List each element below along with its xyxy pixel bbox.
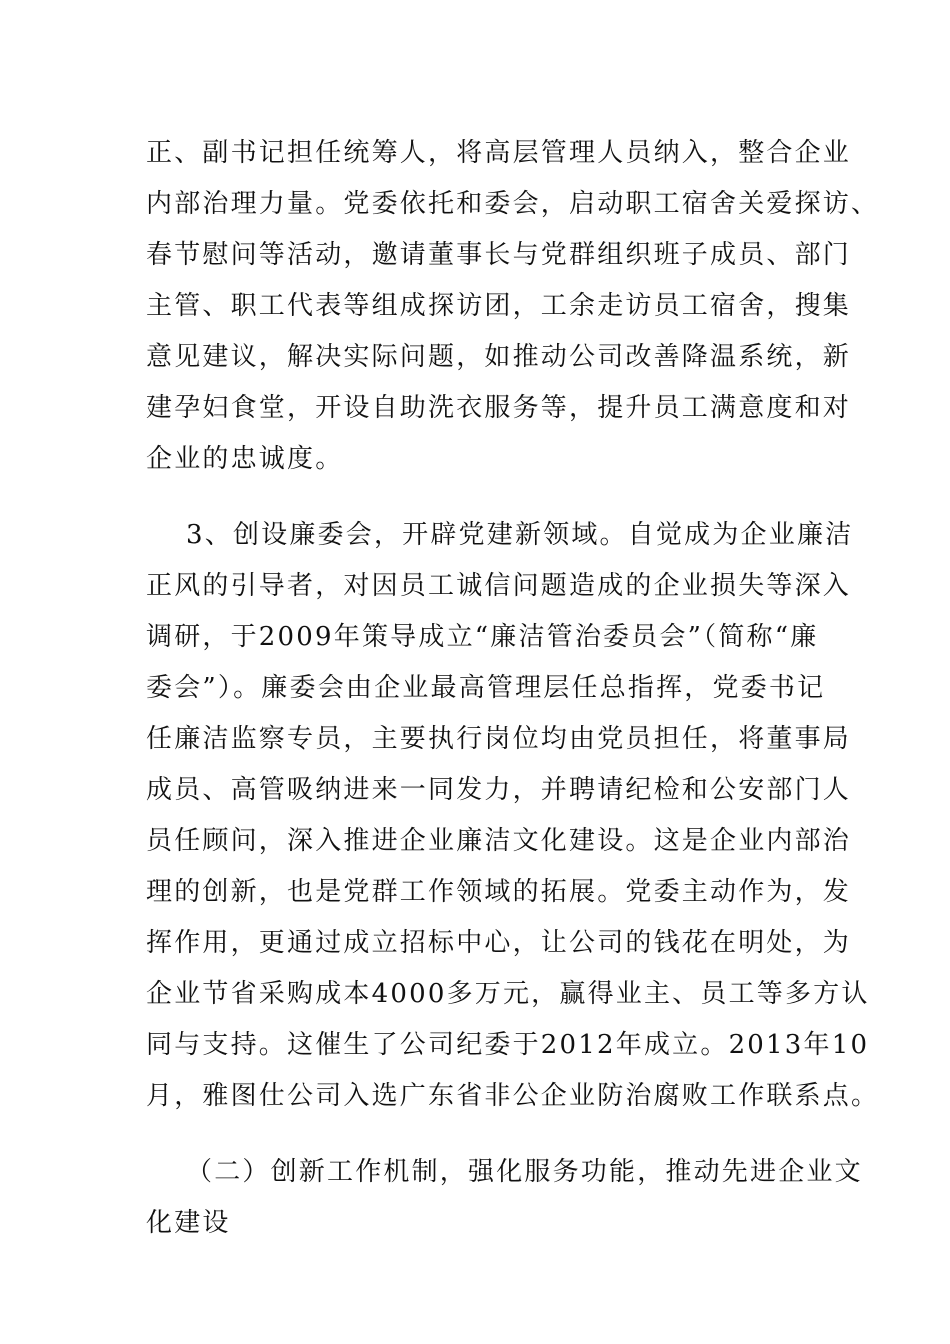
paragraph-line: 内部治理力量。党委依托和委会，启动职工宿舍关爱探访、: [146, 189, 880, 219]
paragraph-line: 任廉洁监察专员，主要执行岗位均由党员担任，将董事局: [146, 724, 852, 754]
paragraph-line: 月，雅图仕公司入选广东省非公企业防治腐败工作联系点。: [146, 1081, 880, 1111]
paragraph-line: 正风的引导者，对因员工诚信问题造成的企业损失等深入: [146, 571, 852, 601]
paragraph-line: 理的创新，也是党群工作领域的拓展。党委主动作为，发: [146, 877, 852, 907]
paragraph-1: [146, 128, 880, 485]
heading-line: 化建设: [146, 1208, 231, 1238]
paragraph-line: 企业的忠诚度。: [146, 444, 344, 474]
paragraph-line: 调研，于2009年策导成立“廉洁管治委员会”（简称“廉: [146, 622, 819, 652]
paragraph-line: 春节慰问等活动，邀请董事长与党群组织班子成员、部门: [146, 240, 852, 270]
document-body: [146, 128, 880, 1249]
paragraph-line: 员任顾问，深入推进企业廉洁文化建设。这是企业内部治: [146, 826, 852, 856]
paragraph-line: 意见建议，解决实际问题，如推动公司改善降温系统，新: [146, 342, 852, 372]
paragraph-line: 3、创设廉委会，开辟党建新领域。自觉成为企业廉洁: [186, 520, 854, 550]
section-heading: [146, 1147, 863, 1249]
paragraph-line: 企业节省采购成本4000多万元，赢得业主、员工等多方认: [146, 979, 870, 1009]
paragraph-line: 正、副书记担任统筹人，将高层管理人员纳入，整合企业: [146, 138, 852, 168]
paragraph-line: 成员、高管吸纳进来一同发力，并聘请纪检和公安部门人: [146, 775, 852, 805]
paragraph-line: 同与支持。这催生了公司纪委于2012年成立。2013年10: [146, 1030, 870, 1060]
paragraph-line: 委会”）。廉委会由企业最高管理层任总指挥，党委书记: [146, 673, 826, 703]
paragraph-line: 主管、职工代表等组成探访团，工余走访员工宿舍，搜集: [146, 291, 852, 321]
paragraph-line: 建孕妇食堂，开设自助洗衣服务等，提升员工满意度和对: [146, 393, 852, 423]
paragraph-2: [146, 510, 880, 1122]
paragraph-line: 挥作用，更通过成立招标中心，让公司的钱花在明处，为: [146, 928, 852, 958]
heading-line: （二）创新工作机制，强化服务功能，推动先进企业文: [186, 1157, 863, 1187]
